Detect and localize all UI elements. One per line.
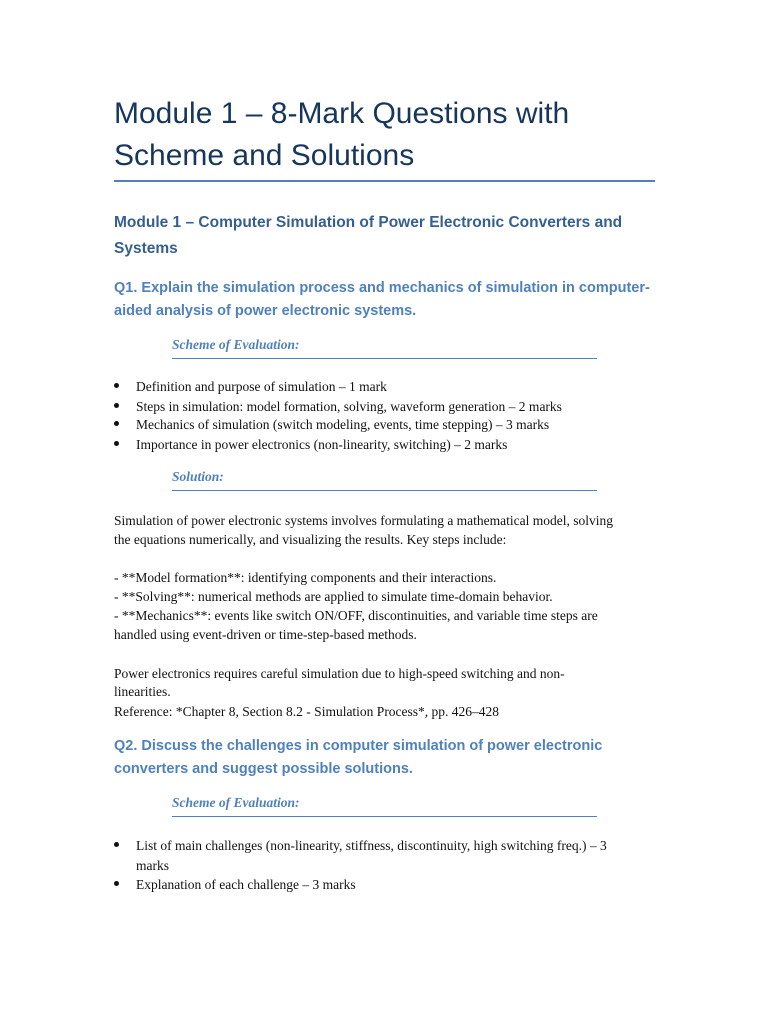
title-rule [114,180,655,182]
q1-scheme-item: Importance in power electronics (non-linearity, switching) – 2 marks [136,437,508,452]
solution-text: - **Solving**: numerical methods are applied to simulate time-domain behavior. [114,589,553,604]
scheme-rule [172,816,597,817]
bullet-icon [114,421,119,426]
bullet-icon [114,441,119,446]
solution-text: Power electronics requires careful simulation due to high-speed switching and non- [114,666,565,681]
solution-text: linearities. [114,684,171,699]
reference-text: Reference: *Chapter 8, Section 8.2 - Simulation Process*, pp. 426–428 [114,704,500,719]
solution-text: Simulation of power electronic systems involves formulating a mathematical model, solving [114,513,614,528]
bullet-icon [114,842,119,847]
module-heading: Systems [114,240,178,257]
bullet-icon [114,383,119,388]
module-heading: Module 1 – Computer Simulation of Power Electronic Converters and [114,214,623,231]
q1-scheme-item: Definition and purpose of simulation – 1 mark [136,379,387,394]
document-title: Scheme and Solutions [114,139,415,172]
document-title: Module 1 – 8-Mark Questions with [114,97,570,130]
solution-text: - **Model formation**: identifying components and their interactions. [114,570,497,585]
q2-heading: converters and suggest possible solutions. [114,761,413,777]
scheme-rule [172,358,597,359]
bullet-icon [114,403,119,408]
q2-heading: Q2. Discuss the challenges in computer simulation of power electronic [114,738,603,754]
bullet-icon [114,881,119,886]
q2-scheme-item: marks [136,858,169,873]
q1-solution-label: Solution: [172,469,224,484]
q1-heading: aided analysis of power electronic systems. [114,303,417,319]
q1-scheme-item: Mechanics of simulation (switch modeling, events, time stepping) – 3 marks [136,417,550,432]
q2-scheme-item: List of main challenges (non-linearity, stiffness, discontinuity, high switching freq.) – 3 [136,838,607,853]
q1-heading: Q1. Explain the simulation process and mechanics of simulation in computer- [114,280,650,296]
solution-text: - **Mechanics**: events like switch ON/OFF, discontinuities, and variable time steps are [114,608,598,623]
solution-text: the equations numerically, and visualizing the results. Key steps include: [114,532,507,547]
solution-text: handled using event-driven or time-step-based methods. [114,627,417,642]
solution-rule [172,490,597,491]
q2-scheme-item: Explanation of each challenge – 3 marks [136,877,356,892]
q1-scheme-label: Scheme of Evaluation: [172,337,300,352]
q1-scheme-item: Steps in simulation: model formation, solving, waveform generation – 2 marks [136,399,562,414]
q2-scheme-label: Scheme of Evaluation: [172,795,300,810]
